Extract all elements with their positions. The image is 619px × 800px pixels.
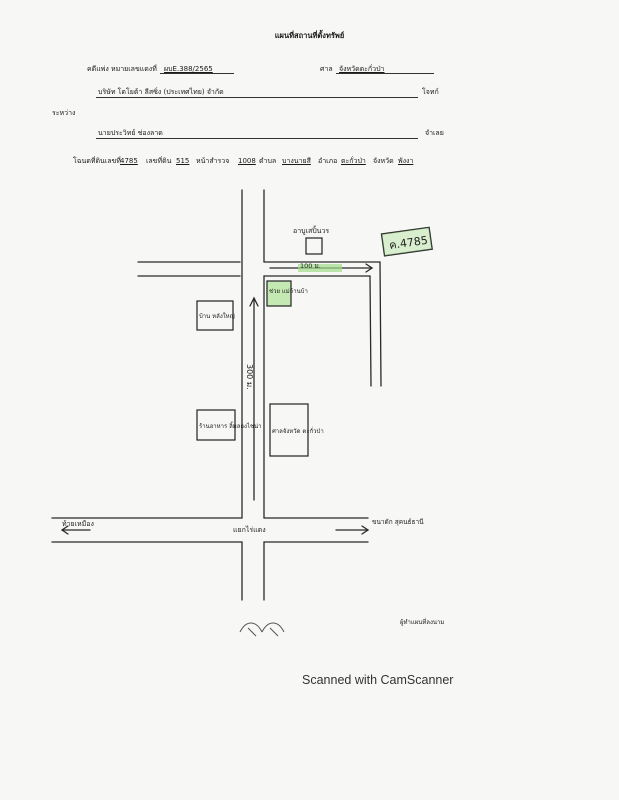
province-name: พังงา xyxy=(398,157,414,165)
defendant-name: นายประวิทย์ ช่องลาด xyxy=(98,129,163,137)
deed-label: โฉนดที่ดินเลขที่ xyxy=(73,157,121,165)
plot-label: ค.4785 xyxy=(388,233,429,253)
province-label: จังหวัด xyxy=(373,157,394,165)
label-left2: ร้านอาหาร ลิ้มลองไชน่า xyxy=(199,423,262,430)
case-label: คดีแพ่ง หมายเลขแดงที่ xyxy=(87,65,157,73)
amphoe-name: ตะกั่วป่า xyxy=(341,157,366,165)
building-top xyxy=(306,238,322,254)
label-right-destination: ขนาดัก สุคนธ์ธานี xyxy=(372,518,424,526)
label-green: ช่วย แม่จ้านบ้า xyxy=(269,288,308,295)
label-right: ศาลจังหวัด ตะกั่วป่า xyxy=(272,428,324,435)
survey-label: หน้าสำรวจ xyxy=(196,157,230,165)
label-dist-top: 100 ม. xyxy=(300,262,321,270)
case-number: ผบE.388/2565 xyxy=(164,65,213,73)
amphoe-label: อำเภอ xyxy=(318,157,338,165)
label-left1: บ้าน หลังใหญ่ xyxy=(199,313,235,320)
tambon-name: บางนายสี xyxy=(282,157,311,165)
plaintiff-name: บริษัท โตโยต้า ลีสซิ่ง (ประเทศไทย) จำกัด xyxy=(98,88,224,96)
road-side-right xyxy=(380,262,381,386)
signature-caption: ผู้ทำแผนที่ลงนาม xyxy=(400,619,445,626)
label-top-building: อาบูเสปิ้นวร xyxy=(293,227,330,235)
defendant-role: จำเลย xyxy=(425,129,444,137)
road-side-left xyxy=(370,276,371,386)
label-dist-vertical: 300 ม. xyxy=(245,364,254,390)
signature-seal xyxy=(240,623,284,636)
scanner-watermark: Scanned with CamScanner xyxy=(302,673,454,687)
land-number: 515 xyxy=(176,157,190,165)
label-left-destination: ท้ายเหมือง xyxy=(62,520,94,528)
court-label: ศาล xyxy=(320,65,333,73)
land-no-label: เลขที่ดิน xyxy=(146,157,172,165)
deed-number: 4785 xyxy=(120,157,138,165)
tambon-label: ตำบล xyxy=(259,157,277,165)
label-junction: แยกไร่แตง xyxy=(233,526,266,534)
plaintiff-role: โจทก์ xyxy=(422,88,439,96)
document-title: แผนที่สถานที่ตั้งทรัพย์ xyxy=(274,31,345,40)
between-label: ระหว่าง xyxy=(52,109,76,117)
survey-number: 1008 xyxy=(238,157,256,165)
court-name: จังหวัดตะกั่วป่า xyxy=(339,65,385,73)
